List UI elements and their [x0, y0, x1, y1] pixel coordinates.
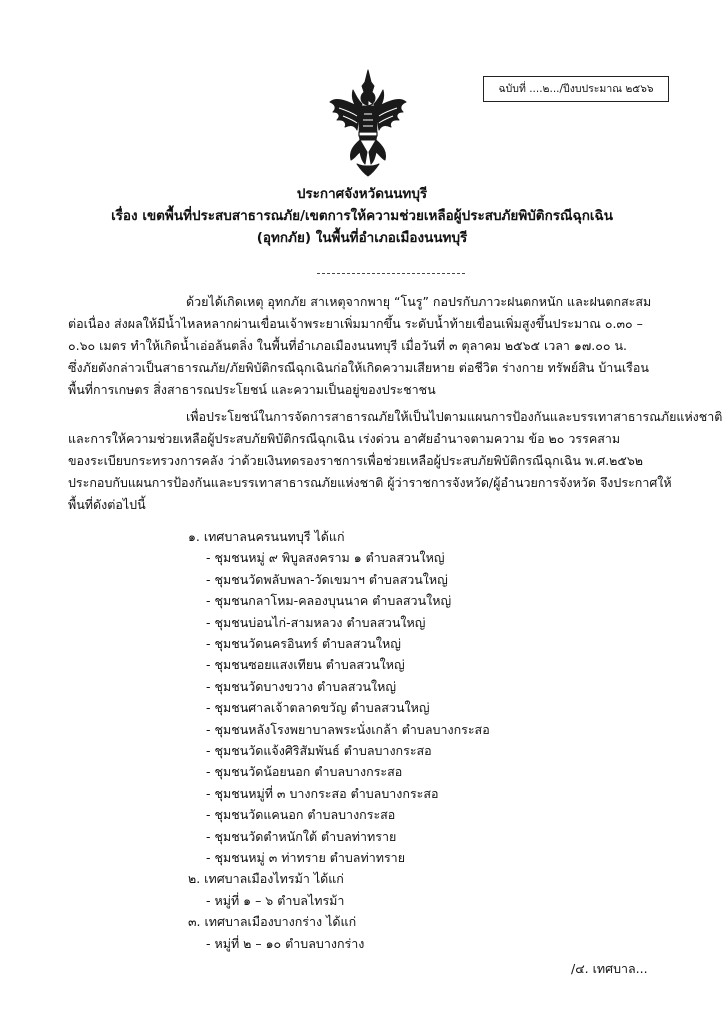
paragraph1-line: ๐.๖๐ เมตร ทำให้เกิดน้ำเอ่อล้นตลิ่ง ในพื้นที่อำเภอเมืองนนทบุรี เมื่อวันที่ ๓ ตุลาคม ๒๕๖๕ เวลา ๑๗.๐๐ น.: [68, 338, 627, 353]
community-list-item: - ชุมชนวัดบางขวาง ตำบลสวนใหญ่: [206, 678, 397, 694]
page-continuation: /๔. เทศบาล...: [571, 961, 648, 976]
paragraph2-line: ของระเบียบกระทรวงการคลัง ว่าด้วยเงินทดรองราชการเพื่อช่วยเหลือผู้ประสบภัยพิบัติกรณีฉุกเฉิน พ.ศ.๒๕๖๒: [68, 453, 644, 468]
issue-number-box: [483, 76, 669, 102]
community-list-item: - หมู่ที่ ๑ – ๖ ตำบลไทรม้า: [206, 892, 345, 908]
municipality-heading: ๒. เทศบาลเมืองไทรม้า ได้แก่: [188, 871, 344, 887]
community-list-item: - ชุมชนหมู่ที่ ๓ บางกระสอ ตำบลบางกระสอ: [206, 785, 439, 801]
paragraph2-line: และการให้ความช่วยเหลือผู้ประสบภัยพิบัติกรณีฉุกเฉิน เร่งด่วน อาศัยอำนาจตามความ ข้อ ๒๐ วรรคสาม: [68, 431, 621, 446]
paragraph2-line: เพื่อประโยชน์ในการจัดการสาธารณภัยให้เป็นไปตามแผนการป้องกันและบรรเทาสาธารณภัยแห่งชาติ: [186, 409, 723, 424]
community-list-item: - ชุมชนซอยแสงเทียน ตำบลสวนใหญ่: [206, 657, 405, 673]
paragraph2-line: ประกอบกับแผนการป้องกันและบรรเทาสาธารณภัยแห่งชาติ ผู้ว่าราชการจังหวัด/ผู้อำนวยการจังหวัด จึงประกาศให้: [68, 475, 672, 490]
community-list-item: - ชุมชนหมู่ ๙ พิบูลสงคราม ๑ ตำบลสวนใหญ่: [206, 550, 445, 566]
paragraph1-line: ซึ่งภัยดังกล่าวเป็นสาธารณภัย/ภัยพิบัติกรณีฉุกเฉินก่อให้เกิดความเสียหาย ต่อชีวิต ร่างกาย ทรัพย์สิน บ้านเรือน: [68, 360, 649, 375]
community-list-item: - ชุมชนวัดนครอินทร์ ตำบลสวนใหญ่: [206, 636, 401, 651]
garuda-emblem-icon: [327, 68, 409, 178]
community-list-item: - ชุมชนวัดแคนอก ตำบลบางกระสอ: [206, 807, 396, 823]
title-divider: [317, 273, 465, 274]
document-title: [60, 183, 664, 249]
community-list-item: - ชุมชนกลาโหม-คลองบุนนาค ตำบลสวนใหญ่: [206, 593, 452, 609]
community-list-item: - ชุมชนหลังโรงพยาบาลพระนั่งเกล้า ตำบลบางกระสอ: [206, 721, 490, 737]
community-list-item: - ชุมชนวัดน้อยนอก ตำบลบางกระสอ: [206, 764, 403, 780]
title-line-3: (อุทกภัย) ในพื้นที่อำเภอเมืองนนทบุรี: [256, 230, 468, 246]
title-line-2: เรื่อง เขตพื้นที่ประสบสาธารณภัย/เขตการให้ความช่วยเหลือผู้ประสบภัยพิบัติกรณีฉุกเฉิน: [111, 208, 613, 224]
issue-number-label: ฉบับที่ ....๒.../ปีงบประมาณ ๒๕๖๖: [498, 83, 654, 95]
paragraph1-line: ต่อเนื่อง ส่งผลให้มีน้ำไหลหลากผ่านเขื่อนเจ้าพระยาเพิ่มมากขึ้น ระดับน้ำท้ายเขื่อนเพิ่มสูงขึ้นประมาณ ๐.๓๐ –: [68, 316, 643, 331]
community-list-item: - ชุมชนบ่อนไก่-สามหลวง ตำบลสวนใหญ่: [206, 614, 426, 630]
community-list-item: - ชุมชนวัดพลับพลา-วัดเขมาฯ ตำบลสวนใหญ่: [206, 571, 448, 587]
municipality-heading: ๓. เทศบาลเมืองบางกร่าง ได้แก่: [188, 914, 357, 930]
community-list-item: - ชุมชนหมู่ ๓ ท่าทราย ตำบลท่าทราย: [206, 850, 406, 865]
community-list-item: - ชุมชนวัดตำหนักใต้ ตำบลท่าทราย: [206, 828, 397, 844]
paragraph-2: [68, 406, 723, 516]
paragraph2-line: พื้นที่ดังต่อไปนี้: [68, 497, 146, 512]
community-list-item: - ชุมชนวัดแจ้งศิริสัมพันธ์ ตำบลบางกระสอ: [206, 743, 432, 758]
title-line-1: ประกาศจังหวัดนนทบุรี: [296, 186, 428, 202]
paragraph-1: [68, 291, 664, 401]
paragraph1-line: พื้นที่การเกษตร สิ่งสาธารณประโยชน์ และความเป็นอยู่ของประชาชน: [68, 382, 436, 397]
community-list-item: - หมู่ที่ ๒ – ๑๐ ตำบลบางกร่าง: [206, 935, 365, 951]
paragraph1-line: ด้วยได้เกิดเหตุ อุทกภัย สาเหตุจากพายุ “โนรู” กอปรกับภาวะฝนตกหนัก และฝนตกสะสม: [186, 294, 652, 309]
municipality-heading: ๑. เทศบาลนครนนทบุรี ได้แก่: [188, 529, 345, 544]
community-list-item: - ชุมชนศาลเจ้าตลาดขวัญ ตำบลสวนใหญ่: [206, 700, 430, 716]
